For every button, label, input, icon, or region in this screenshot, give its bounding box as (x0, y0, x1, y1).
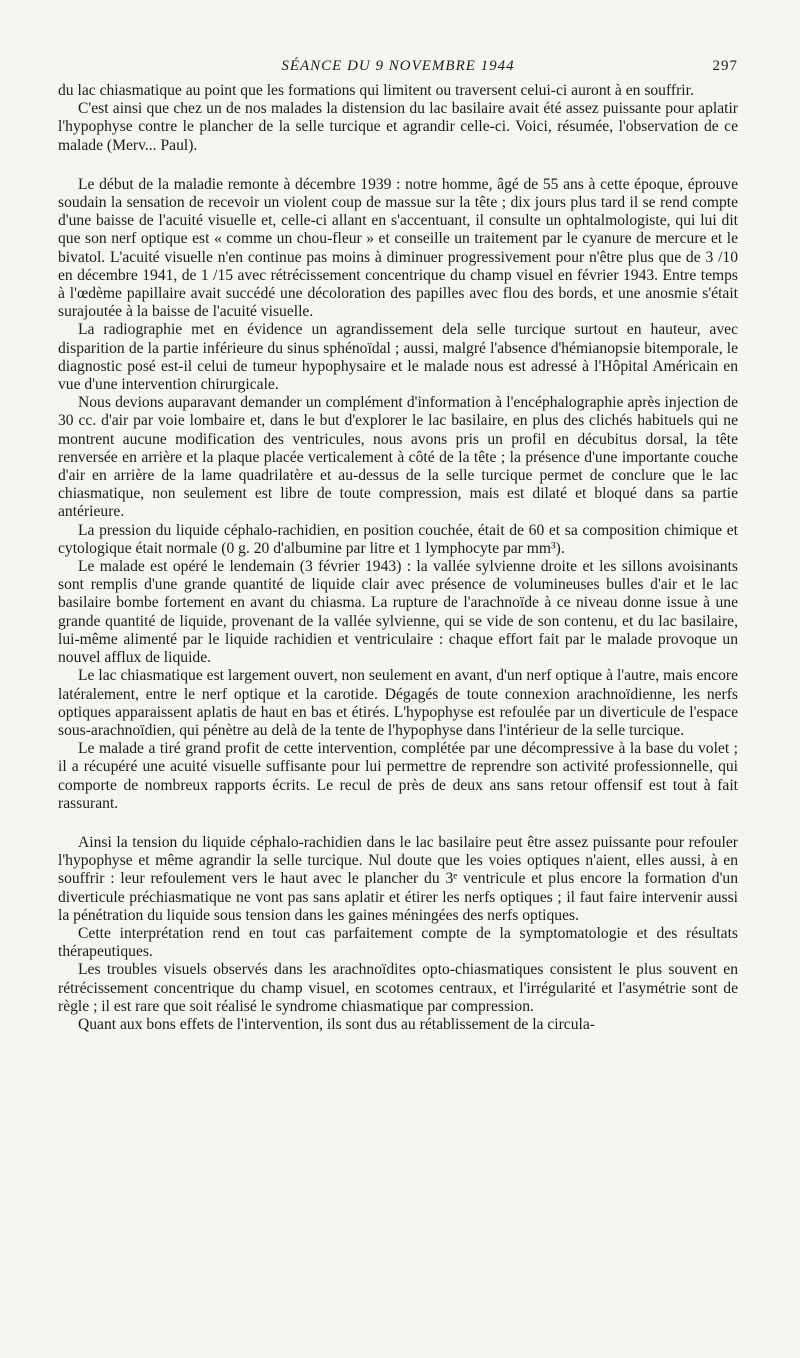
paragraph: Ainsi la tension du liquide céphalo-rachidien dans le lac basilaire peut être assez puissante pour refouler l'hypophyse et même agrandir la selle turcique. Nul doute que les voies optiques n'aient, elles aussi, à en souffrir : leur refoulement vers le haut avec le plancher du 3ᵉ ventricule et plus encore la formation d'un diverticule préchiasmatique ne vont pas sans aplatir et étirer les nerfs optiques ; il faut faire intervenir aussi la pénétration du liquide sous tension dans les gaines méningées des nerfs optiques. (58, 833, 738, 924)
page-number: 297 (712, 58, 738, 74)
paragraph: Quant aux bons effets de l'intervention, ils sont dus au rétablissement de la circula- (78, 1015, 595, 1033)
running-header (58, 58, 738, 82)
paragraph: La pression du liquide céphalo-rachidien, en position couchée, était de 60 et sa composition chimique et cytologique était normale (0 g. 20 d'albumine par litre et 1 lymphocyte par mm³). (58, 521, 738, 557)
paragraph: Le début de la maladie remonte à décembre 1939 : notre homme, âgé de 55 ans à cette époque, éprouve soudain la sensation de recevoir un violent coup de massue sur la tête ; dix jours plus tard il se rend compte d'une baisse de l'acuité visuelle et, celle-ci allant en s'accentuant, il consulte un ophtalmologiste, qui lui dit que son nerf optique est « comme un chou-fleur » et conseille un traitement par le cyanure de mercure et le bivatol. L'acuité visuelle n'en continue pas moins à diminuer progressivement pour n'être plus que de 3 /10 en décembre 1941, de 1 /15 avec rétrécissement concentrique du champ visuel en février 1943. Entre temps à l'œdème papillaire avait succédé une décoloration des papilles avec flou des bords, et une anosmie s'était surajoutée à la baisse de l'acuité visuelle. (58, 175, 738, 321)
paragraph: Cette interprétation rend en tout cas parfaitement compte de la symptomatologie et des résultats thérapeutiques. (58, 924, 738, 961)
paragraph: La radiographie met en évidence un agrandissement dela selle turcique surtout en hauteur, avec disparition de la partie inférieure du sinus sphénoïdal ; aussi, malgré l'absence d'hémianopsie bitemporale, le diagnostic posé est-il celui de tumeur hypophysaire et le malade nous est adressé à l'Hôpital Américain en vue d'une intervention chirurgicale. (58, 321, 738, 394)
paragraph: Le malade est opéré le lendemain (3 février 1943) : la vallée sylvienne droite et les sillons avoisinants sont remplis d'une grande quantité de liquide clair avec présence de volumineuses bulles d'air et le lac basilaire bombe fortement en avant du chiasma. La rupture de l'arachnoïde à ce niveau donne issue à une grande quantité de liquide, provenant de la vallée sylvienne, qui se vide de son contenu, et du lac basilaire, lui-même alimenté par le liquide rachidien et ventriculaire : chaque effort fait par le malade provoque un nouvel afflux de liquide. (58, 558, 738, 667)
paragraph: du lac chiasmatique au point que les formations qui limitent ou traversent celui-ci auront à en souffrir. (58, 82, 694, 99)
body-text (58, 82, 738, 1034)
paragraph: Nous devions auparavant demander un complément d'information à l'encéphalographie après injection de 30 cc. d'air par voie lombaire et, dans le but d'explorer le lac basilaire, en plus des clichés habituels qui ne montrent aucune modification des ventricules, nous avons pris un profil en décubitus dorsal, la tête renversée en arrière et la plaque placée verticalement à côté de la tête ; la présence d'une importante couche d'air en arrière de la lame quadrilatère et au-dessus de la selle turcique permet de conclure que le lac chiasmatique, non seulement est libre de toute compression, mais est dilaté et bloqué dans sa partie antérieure. (58, 394, 738, 521)
paragraph: Le lac chiasmatique est largement ouvert, non seulement en avant, d'un nerf optique à l'autre, mais encore latéralement, entre le nerf optique et la carotide. Dégagés de toute connexion arachnoïdienne, les nerfs optiques apparaissent aplatis de haut en bas et étirés. L'hypophyse est refoulée par un diverticule de l'espace sous-arachnoïdien, qui pénètre au delà de la tente de l'hypophyse dans l'intérieur de la selle turcique. (58, 667, 738, 739)
paragraph: Le malade a tiré grand profit de cette intervention, complétée par une décompressive à la base du volet ; il a récupéré une acuité visuelle suffisante pour lui permettre de reprendre son activité professionnelle, qui comporte de nombreux rapports écrits. Le recul de près de deux ans sans retour offensif est tout à fait rassurant. (58, 740, 738, 812)
paragraph: Les troubles visuels observés dans les arachnoïdites opto-chiasmatiques consistent le plus souvent en rétrécissement concentrique du champ visuel, en scotomes centraux, et l'irrégularité et l'asymétrie sont de règle ; il est rare que soit réalisé le syndrome chiasmatique par compression. (58, 961, 738, 1015)
paragraph: C'est ainsi que chez un de nos malades la distension du lac basilaire avait été assez puissante pour aplatir l'hypophyse contre le plancher de la selle turcique et agrandir celle-ci. Voici, résumée, l'observation de ce malade (Merv... Paul). (58, 100, 738, 154)
page (58, 58, 738, 1034)
running-title: SÉANCE DU 9 NOVEMBRE 1944 (281, 58, 515, 74)
